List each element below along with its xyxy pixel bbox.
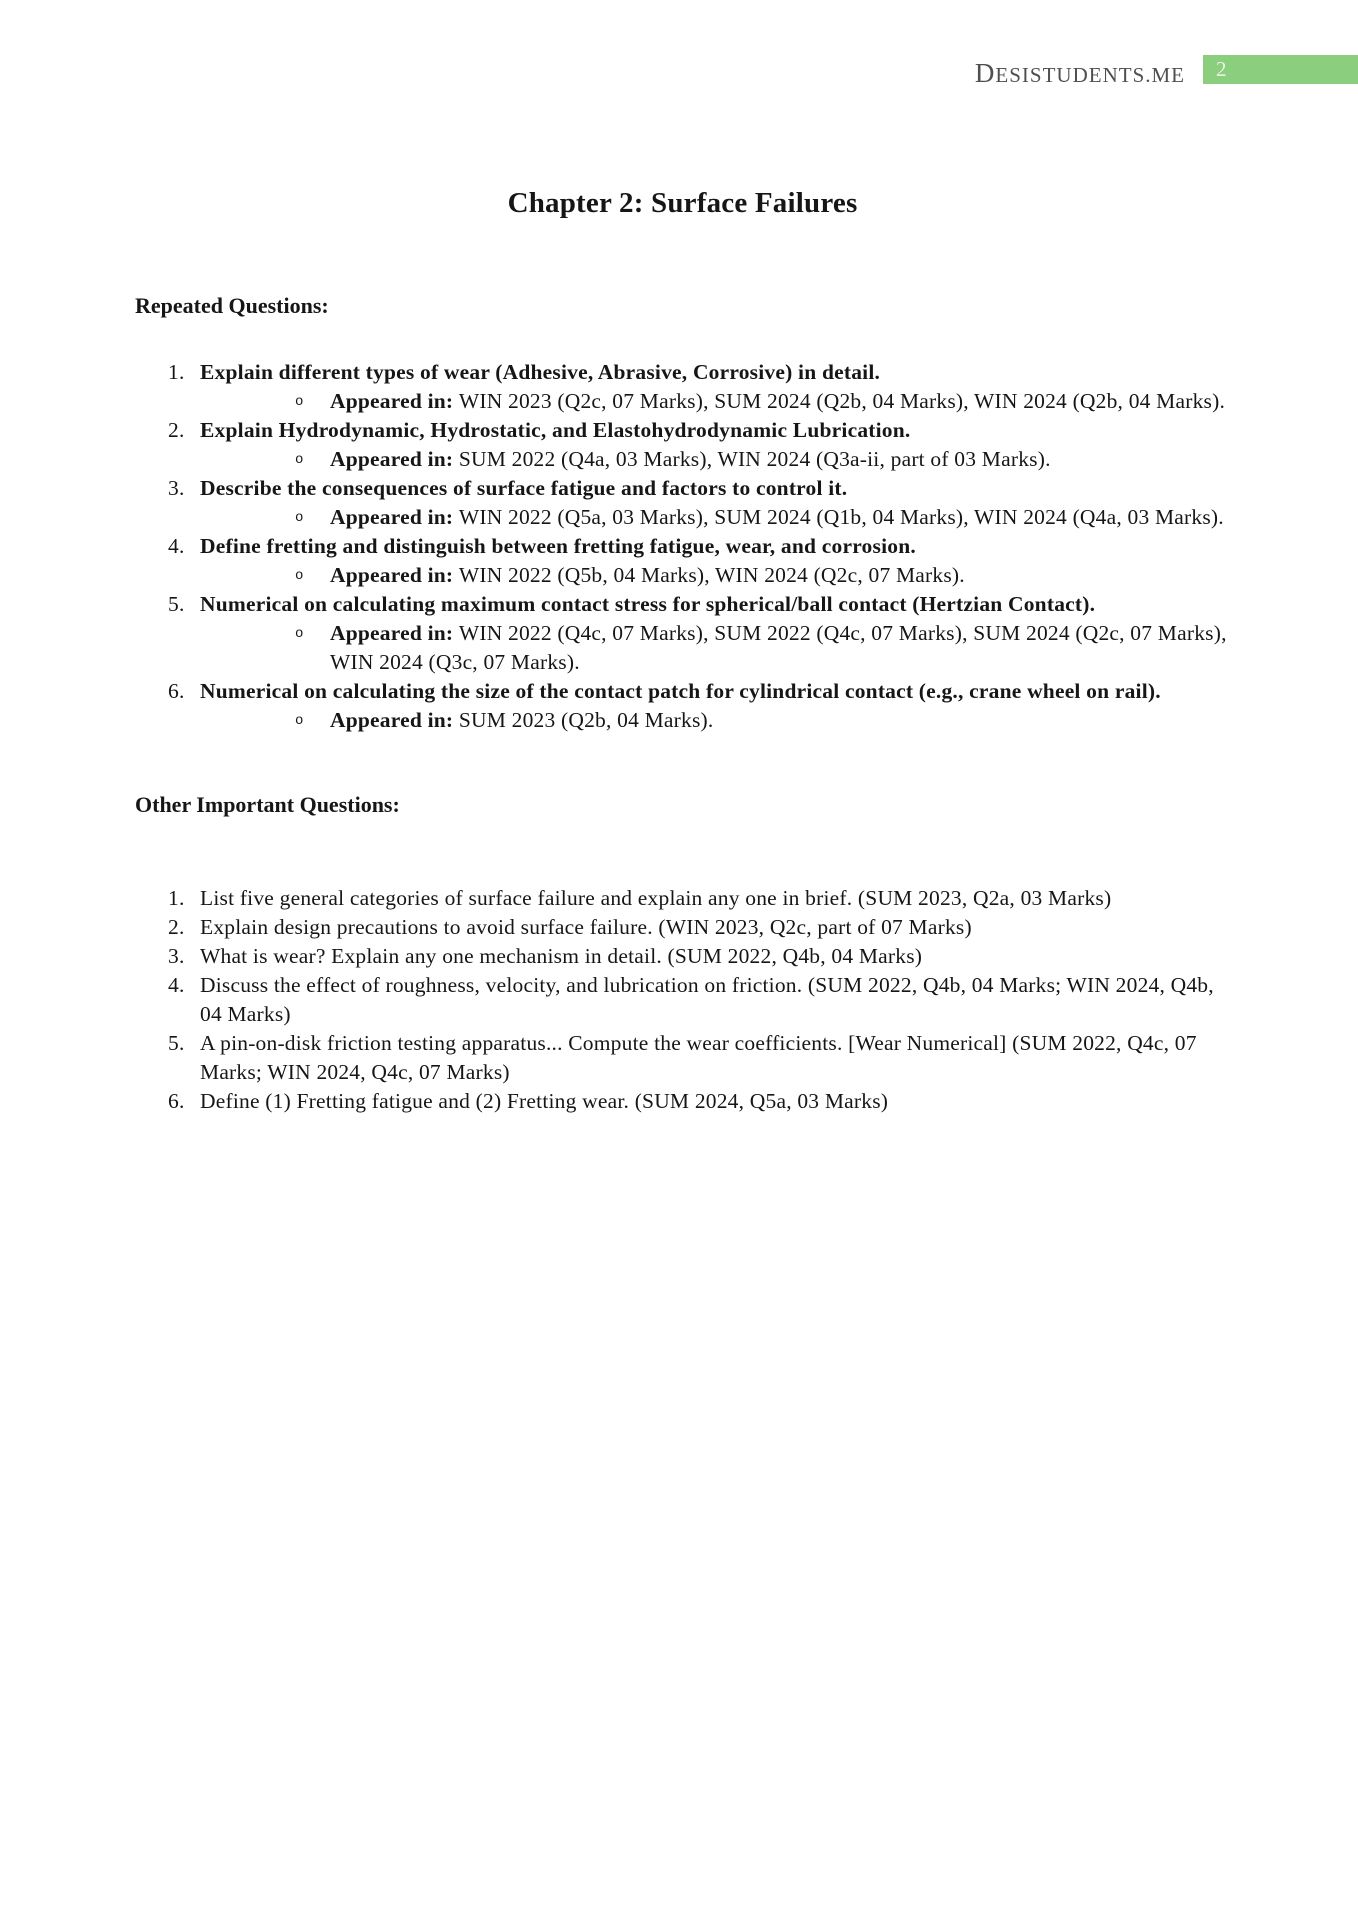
item-number: 5. (168, 592, 185, 617)
section-heading-repeated-questions: Repeated Questions: (135, 293, 329, 319)
question-item (135, 677, 1230, 735)
question-item (135, 590, 1230, 677)
appeared-in-label: Appeared in: (330, 708, 459, 733)
page-number-badge: 2 (1203, 55, 1358, 84)
item-number: 6. (168, 679, 185, 704)
question-text: Explain Hydrodynamic, Hydrostatic, and Elastohydrodynamic Lubrication. (200, 418, 911, 443)
question-text: Discuss the effect of roughness, velocity, and lubrication on friction. (SUM 2022, Q4b, 04 Marks; WIN 2024, Q4b, 04 Marks) (200, 973, 1214, 1027)
question-text: Numerical on calculating maximum contact stress for spherical/ball contact (Hertzian Contact). (200, 592, 1096, 617)
appeared-in-text: WIN 2022 (Q5b, 04 Marks), WIN 2024 (Q2c, 07 Marks). (458, 563, 965, 588)
site-name-initial: D (974, 58, 996, 88)
circle-bullet: o (295, 568, 304, 585)
appeared-in-row (200, 445, 1230, 474)
appeared-in-label: Appeared in: (330, 447, 459, 472)
circle-bullet: o (295, 394, 304, 411)
item-number: 6. (168, 1089, 185, 1114)
appeared-in-text: SUM 2022 (Q4a, 03 Marks), WIN 2024 (Q3a-ii, part of 03 Marks). (458, 447, 1051, 472)
item-number: 5. (168, 1031, 185, 1056)
circle-bullet: o (295, 713, 304, 730)
question-item (135, 1087, 1230, 1116)
item-number: 3. (168, 944, 185, 969)
question-item (135, 942, 1230, 971)
appeared-in-label: Appeared in: (330, 505, 459, 530)
question-item (135, 532, 1230, 590)
page-header (0, 55, 1358, 88)
question-text: Describe the consequences of surface fatigue and factors to control it. (200, 476, 848, 501)
appeared-in-label: Appeared in: (330, 563, 459, 588)
question-text: List five general categories of surface failure and explain any one in brief. (SUM 2023, Q2a, 03 Marks) (200, 886, 1112, 911)
question-text: Numerical on calculating the size of the contact patch for cylindrical contact (e.g., crane wheel on rail). (200, 679, 1161, 704)
appeared-in-text: SUM 2023 (Q2b, 04 Marks). (458, 708, 714, 733)
appeared-in-row (200, 706, 1230, 735)
chapter-title: Chapter 2: Surface Failures (507, 187, 858, 219)
appeared-in-label: Appeared in: (330, 621, 459, 646)
item-number: 2. (168, 418, 185, 443)
repeated-questions-list (135, 358, 1230, 735)
appeared-in-row (200, 619, 1230, 677)
question-text: A pin-on-disk friction testing apparatus... Compute the wear coefficients. [Wear Numerical] (SUM 2022, Q4c, 07 Marks; WIN 2024, Q4c, 07 Marks) (200, 1031, 1197, 1085)
question-text: Define (1) Fretting fatigue and (2) Fretting wear. (SUM 2024, Q5a, 03 Marks) (200, 1089, 889, 1114)
question-item (135, 884, 1230, 913)
circle-bullet: o (295, 452, 304, 469)
question-text: What is wear? Explain any one mechanism in detail. (SUM 2022, Q4b, 04 Marks) (200, 944, 923, 969)
appeared-in-row (200, 561, 1230, 590)
appeared-in-text: WIN 2023 (Q2c, 07 Marks), SUM 2024 (Q2b, 04 Marks), WIN 2024 (Q2b, 04 Marks). (458, 389, 1226, 414)
appeared-in-row (200, 387, 1230, 416)
item-number: 1. (168, 360, 185, 385)
section-heading-other-important-questions: Other Important Questions: (135, 792, 400, 818)
question-item (135, 1029, 1230, 1087)
question-item (135, 416, 1230, 474)
item-number: 4. (168, 973, 185, 998)
item-number: 1. (168, 886, 185, 911)
other-important-questions-list (135, 884, 1230, 1116)
appeared-in-text: WIN 2022 (Q5a, 03 Marks), SUM 2024 (Q1b, 04 Marks), WIN 2024 (Q4a, 03 Marks). (458, 505, 1224, 530)
question-item (135, 474, 1230, 532)
item-number: 4. (168, 534, 185, 559)
appeared-in-row (200, 503, 1230, 532)
site-name: DESISTUDENTS.ME (974, 58, 1185, 88)
question-text: Define fretting and distinguish between fretting fatigue, wear, and corrosion. (200, 534, 916, 559)
circle-bullet: o (295, 510, 304, 527)
item-number: 3. (168, 476, 185, 501)
question-text: Explain design precautions to avoid surface failure. (WIN 2023, Q2c, part of 07 Marks) (200, 915, 972, 940)
item-number: 2. (168, 915, 185, 940)
question-item (135, 913, 1230, 942)
question-text: Explain different types of wear (Adhesive, Abrasive, Corrosive) in detail. (200, 360, 881, 385)
question-item (135, 971, 1230, 1029)
appeared-in-text: WIN 2022 (Q4c, 07 Marks), SUM 2022 (Q4c, 07 Marks), SUM 2024 (Q2c, 07 Marks), WIN 2024 (Q3c, 07 Marks). (330, 621, 1227, 675)
question-item (135, 358, 1230, 416)
appeared-in-label: Appeared in: (330, 389, 459, 414)
circle-bullet: o (295, 626, 304, 643)
